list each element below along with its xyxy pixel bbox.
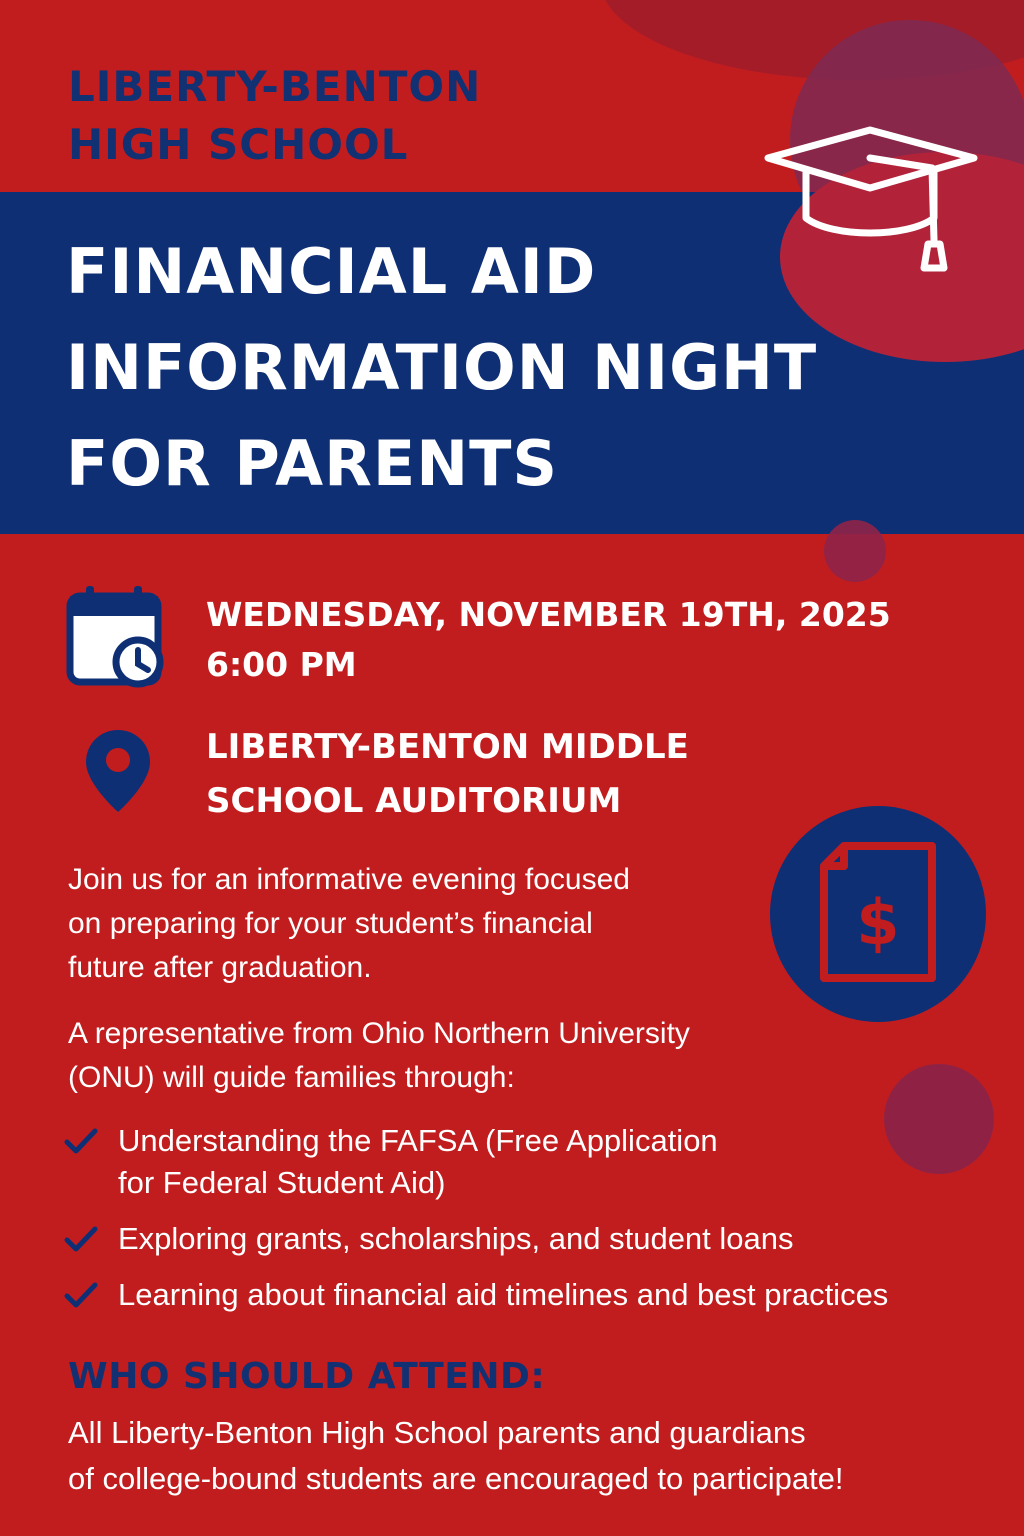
intro-paragraph: [68, 858, 748, 990]
event-title-line1: FINANCIAL AID: [66, 235, 597, 308]
event-datetime: [206, 590, 891, 690]
school-name-line2: HIGH SCHOOL: [68, 120, 409, 169]
attend-heading: WHO SHOULD ATTEND:: [68, 1356, 546, 1397]
rep-line2: (ONU) will guide families through:: [68, 1061, 515, 1094]
decorative-dot: [824, 520, 886, 582]
attend-line1: All Liberty-Benton High School parents and guardians: [68, 1415, 806, 1450]
check-icon: [64, 1126, 98, 1156]
financial-document-dollar-icon: [816, 840, 940, 986]
school-name-line1: LIBERTY-BENTON: [68, 62, 482, 111]
intro-line3: future after graduation.: [68, 951, 372, 984]
check-icon: [64, 1280, 98, 1310]
topic-text: Exploring grants, scholarships, and student loans: [118, 1221, 794, 1256]
intro-line2: on preparing for your student’s financial: [68, 907, 593, 940]
topic-list: [64, 1120, 1004, 1330]
list-item: [64, 1218, 1004, 1260]
event-date: WEDNESDAY, NOVEMBER 19TH, 2025: [206, 595, 891, 634]
event-location: [206, 720, 689, 828]
representative-paragraph: [68, 1012, 828, 1100]
check-icon: [64, 1224, 98, 1254]
event-location-line2: SCHOOL AUDITORIUM: [206, 781, 622, 821]
topic-text: Understanding the FAFSA (Free Application: [118, 1123, 718, 1158]
attend-description: [68, 1410, 968, 1502]
graduation-cap-icon: [762, 122, 982, 282]
topic-text: Learning about financial aid timelines and best practices: [118, 1277, 889, 1312]
list-item: [64, 1274, 1004, 1316]
school-name: [68, 58, 481, 174]
event-title: [66, 224, 817, 512]
event-title-line3: FOR PARENTS: [66, 427, 559, 500]
svg-text:$: $: [856, 886, 900, 959]
event-location-line1: LIBERTY-BENTON MIDDLE: [206, 727, 689, 767]
topic-text-cont: for Federal Student Aid): [118, 1165, 446, 1200]
event-time: 6:00 PM: [206, 645, 357, 684]
calendar-clock-icon: [66, 584, 166, 688]
intro-line1: Join us for an informative evening focused: [68, 863, 630, 896]
list-item: [64, 1120, 1004, 1204]
rep-line1: A representative from Ohio Northern University: [68, 1017, 690, 1050]
map-pin-icon: [82, 726, 154, 816]
event-title-line2: INFORMATION NIGHT: [66, 331, 818, 404]
financial-document-badge: [770, 806, 986, 1022]
attend-line2: of college-bound students are encouraged to participate!: [68, 1461, 844, 1496]
